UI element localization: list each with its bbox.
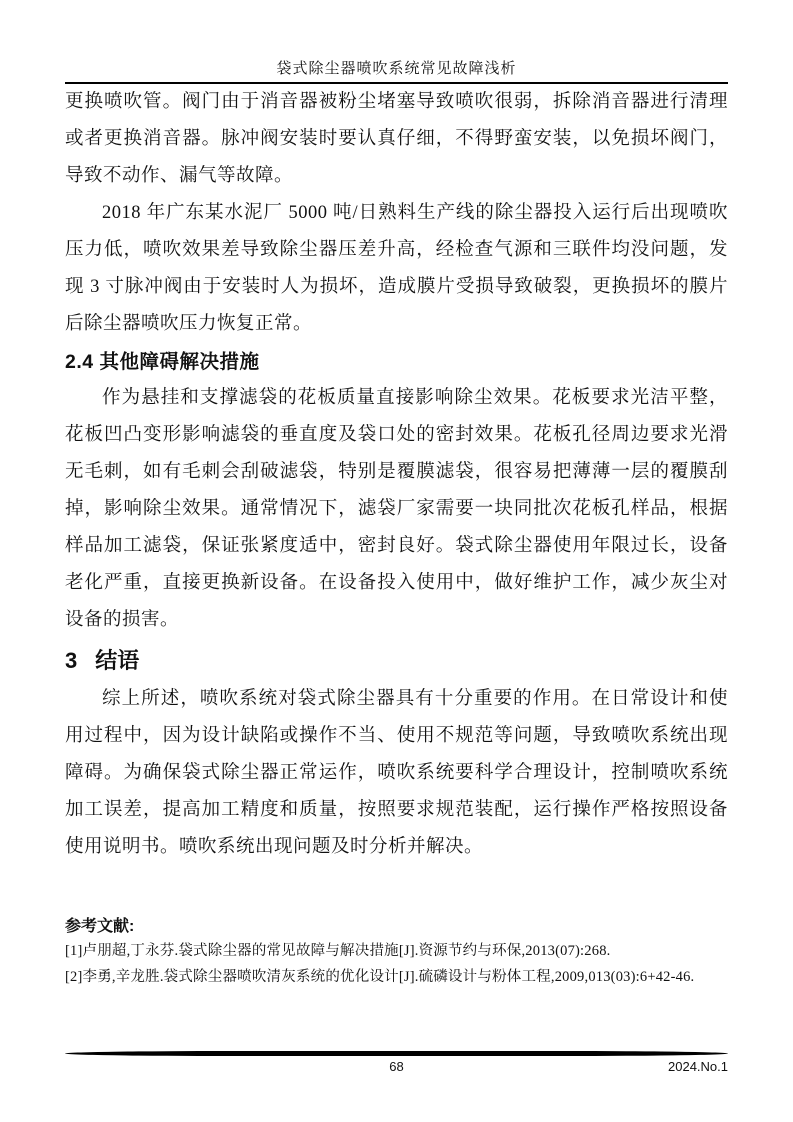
paragraph-section-2-4: 作为悬挂和支撑滤袋的花板质量直接影响除尘效果。花板要求光洁平整，花板凹凸变形影响滤袋的垂直度及袋口处的密封效果。花板孔径周边要求光滑无毛刺，如有毛刺会刮破滤袋，特别是覆膜滤袋，很容易把薄薄一层的覆膜刮掉，影响除尘效果。通常情况下，滤袋厂家需要一块同批次花板孔样品，根据样品加工滤袋，保证张紧度适中，密封良好。袋式除尘器使用年限过长，设备老化严重，直接更换新设备。在设备投入使用中，做好维护工作，减少灰尘对设备的损害。 [65,388,728,630]
running-title: 袋式除尘器喷吹系统常见故障浅析 [276,61,517,77]
reference-item: [2]李勇,辛龙胜.袋式除尘器喷吹清灰系统的优化设计[J].硫磷设计与粉体工程,2009,013(03):6+42-46. [65,969,695,985]
section-heading-2-4: 2.4 其他障碍解决措施 [65,351,260,373]
section-heading-3 [65,641,728,681]
paragraph-continued: 更换喷吹管。阀门由于消音器被粉尘堵塞导致喷吹很弱，拆除消音器进行清理或者更换消音器。脉冲阀安装时要认真仔细，不得野蛮安装，以免损坏阀门，导致不动作、漏气等故障。 [65,92,728,186]
page-footer [65,1051,728,1075]
section-title: 结语 [95,648,140,673]
section-number: 3 [65,648,78,673]
article-body [65,84,728,990]
footer-rule [65,1051,728,1056]
page-number: 68 [389,1059,404,1074]
paragraph-case-study: 2018 年广东某水泥厂 5000 吨/日熟料生产线的除尘器投入运行后出现喷吹压力低，喷吹效果差导致除尘器压差升高，经检查气源和三联件均没问题，发现 3 寸脉冲阀由于安装时人为损坏，造成膜片受损导致破裂，更换损坏的膜片后除尘器喷吹压力恢复正常。 [65,203,728,334]
references-heading: 参考文献: [65,918,135,935]
paragraph-conclusion: 综上所述，喷吹系统对袋式除尘器具有十分重要的作用。在日常设计和使用过程中，因为设计缺陷或操作不当、使用不规范等问题，导致喷吹系统出现障碍。为确保袋式除尘器正常运作，喷吹系统要科学合理设计，控制喷吹系统加工误差，提高加工精度和质量，按照要求规范装配，运行操作严格按照设备使用说明书。喷吹系统出现问题及时分析并解决。 [65,689,728,857]
reference-item: [1]卢朋超,丁永芬.袋式除尘器的常见故障与解决措施[J].资源节约与环保,2013(07):268. [65,943,611,959]
references-block [65,916,728,990]
issue-label: 2024.No.1 [668,1059,728,1074]
